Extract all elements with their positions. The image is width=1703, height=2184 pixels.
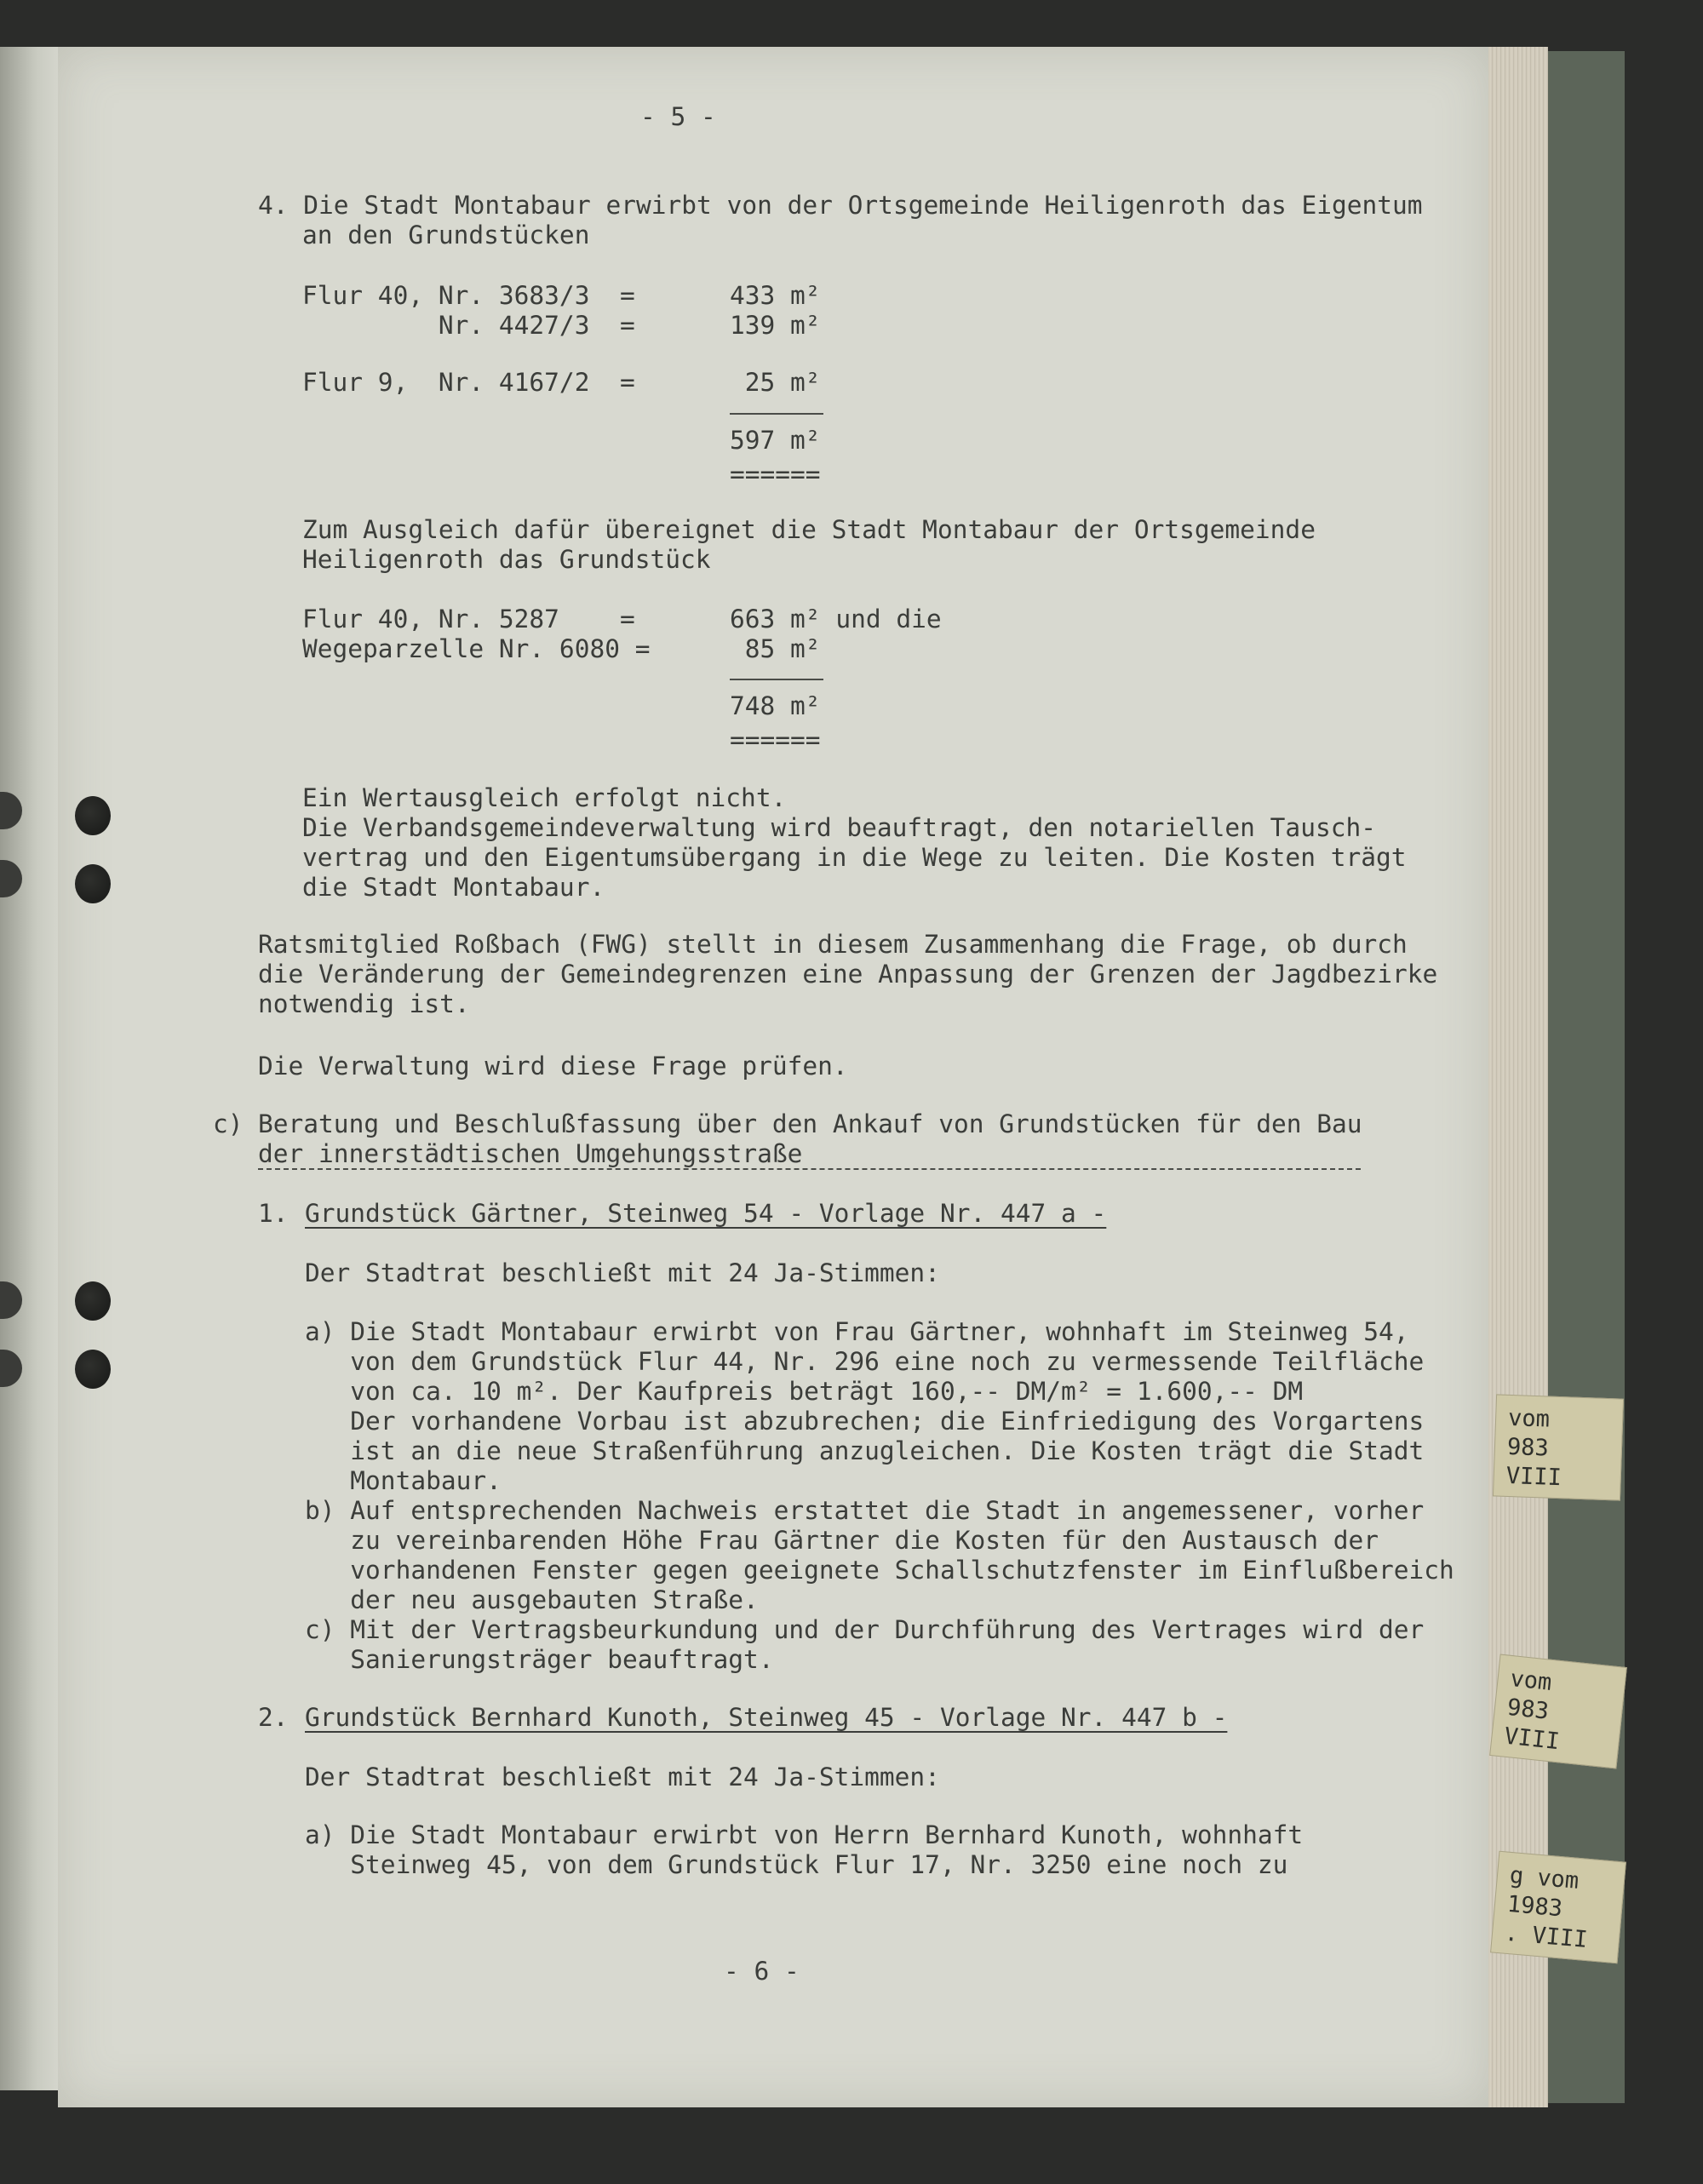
paragraph-line: Die Verwaltung wird diese Frage prüfen. [258, 1052, 848, 1081]
left-facing-page [0, 47, 61, 2090]
paragraph-line: Die Verbandsgemeindeverwaltung wird beauftragt, den notariellen Tausch- [302, 813, 1376, 842]
index-tab: vom 983 VIII [1493, 1394, 1624, 1500]
paragraph-line: a) Die Stadt Montabaur erwirbt von Herrn Bernhard Kunoth, wohnhaft [305, 1820, 1304, 1849]
sum-line [730, 413, 823, 415]
page-number-footer: - 6 - [724, 1957, 800, 1986]
index-tab: vom 983 VIII [1489, 1654, 1627, 1768]
punch-hole [75, 796, 111, 835]
section-marker: c) [213, 1109, 244, 1138]
paragraph-line: Der vorhandene Vorbau ist abzubrechen; die Einfriedigung des Vorgartens [305, 1407, 1425, 1436]
parcel-area: 85 m² [730, 634, 821, 663]
item-number: 2. [258, 1703, 289, 1732]
paragraph-line: vorhandenen Fenster gegen geeignete Schallschutzfenster im Einflußbereich [305, 1556, 1454, 1585]
index-tab: g vom 1983 . VIII [1490, 1851, 1626, 1964]
binder-cover [1548, 51, 1625, 2103]
paragraph-line: Montabaur. [305, 1466, 502, 1495]
parcel-label: Wegeparzelle Nr. 6080 = [302, 634, 651, 663]
paragraph-line: vertrag und den Eigentumsübergang in die Wege zu leiten. Die Kosten trägt [302, 843, 1407, 872]
paragraph-line: Sanierungsträger beauftragt. [305, 1645, 774, 1674]
paragraph-line: ist an die neue Straßenführung anzugleichen. Die Kosten trägt die Stadt [305, 1436, 1425, 1465]
parcel-area: 139 m² [730, 311, 821, 340]
parcel-area: 663 m² und die [730, 605, 942, 633]
paragraph-line: Ein Wertausgleich erfolgt nicht. [302, 783, 787, 812]
paragraph-line: 4. Die Stadt Montabaur erwirbt von der Ortsgemeinde Heiligenroth das Eigentum [258, 191, 1423, 220]
punch-hole [75, 864, 111, 903]
area-sum: 597 m² [730, 426, 821, 455]
paragraph-line: b) Auf entsprechenden Nachweis erstattet die Stadt in angemessener, vorher [305, 1496, 1425, 1525]
decision-line: Der Stadtrat beschließt mit 24 Ja-Stimmen: [305, 1763, 940, 1791]
paragraph-line: der neu ausgebauten Straße. [305, 1585, 759, 1614]
paragraph-line: von ca. 10 m². Der Kaufpreis beträgt 160,-- DM/m² = 1.600,-- DM [305, 1377, 1304, 1406]
paragraph-line: die Veränderung der Gemeindegrenzen eine Anpassung der Grenzen der Jagdbezirke [258, 960, 1438, 989]
punch-hole [75, 1281, 111, 1321]
paragraph-line: die Stadt Montabaur. [302, 873, 605, 902]
paragraph-line: c) Mit der Vertragsbeurkundung und der Durchführung des Vertrages wird der [305, 1615, 1425, 1644]
parcel-label: Flur 40, Nr. 5287 = [302, 605, 635, 633]
section-title: Beratung und Beschlußfassung über den Ankauf von Grundstücken für den Bau [258, 1109, 1362, 1138]
item-title: Grundstück Gärtner, Steinweg 54 - Vorlage Nr. 447 a - [305, 1199, 1107, 1228]
paragraph-line: an den Grundstücken [302, 221, 590, 249]
decision-line: Der Stadtrat beschließt mit 24 Ja-Stimmen: [305, 1258, 940, 1287]
sum-line [730, 679, 823, 680]
section-underline [258, 1168, 1361, 1170]
punch-hole [75, 1350, 111, 1389]
item-number: 1. [258, 1199, 289, 1228]
paragraph-line: Ratsmitglied Roßbach (FWG) stellt in diesem Zusammenhang die Frage, ob durch [258, 930, 1408, 959]
page-edges [1488, 47, 1548, 2107]
parcel-label: Flur 40, Nr. 3683/3 = [302, 281, 635, 310]
parcel-area: 25 m² [730, 368, 821, 397]
sum-mark: ====== [730, 460, 821, 489]
paragraph-line: von dem Grundstück Flur 44, Nr. 296 eine noch zu vermessende Teilfläche [305, 1347, 1425, 1376]
paragraph-line: Zum Ausgleich dafür übereignet die Stadt Montabaur der Ortsgemeinde [302, 515, 1316, 544]
item-title: Grundstück Bernhard Kunoth, Steinweg 45 - Vorlage Nr. 447 b - [305, 1703, 1228, 1732]
paragraph-line: Steinweg 45, von dem Grundstück Flur 17, Nr. 3250 eine noch zu [305, 1850, 1288, 1879]
paragraph-line: notwendig ist. [258, 989, 470, 1018]
area-sum: 748 m² [730, 691, 821, 720]
section-title: der innerstädtischen Umgehungsstraße [258, 1139, 803, 1168]
sum-mark: ====== [730, 725, 821, 754]
paragraph-line: a) Die Stadt Montabaur erwirbt von Frau Gärtner, wohnhaft im Steinweg 54, [305, 1317, 1409, 1346]
page-number-header: - 5 - [640, 102, 716, 131]
parcel-area: 433 m² [730, 281, 821, 310]
parcel-label: Flur 9, Nr. 4167/2 = [302, 368, 635, 397]
parcel-label: Nr. 4427/3 = [302, 311, 635, 340]
paragraph-line: zu vereinbarenden Höhe Frau Gärtner die Kosten für den Austausch der [305, 1526, 1379, 1555]
paragraph-line: Heiligenroth das Grundstück [302, 545, 711, 574]
